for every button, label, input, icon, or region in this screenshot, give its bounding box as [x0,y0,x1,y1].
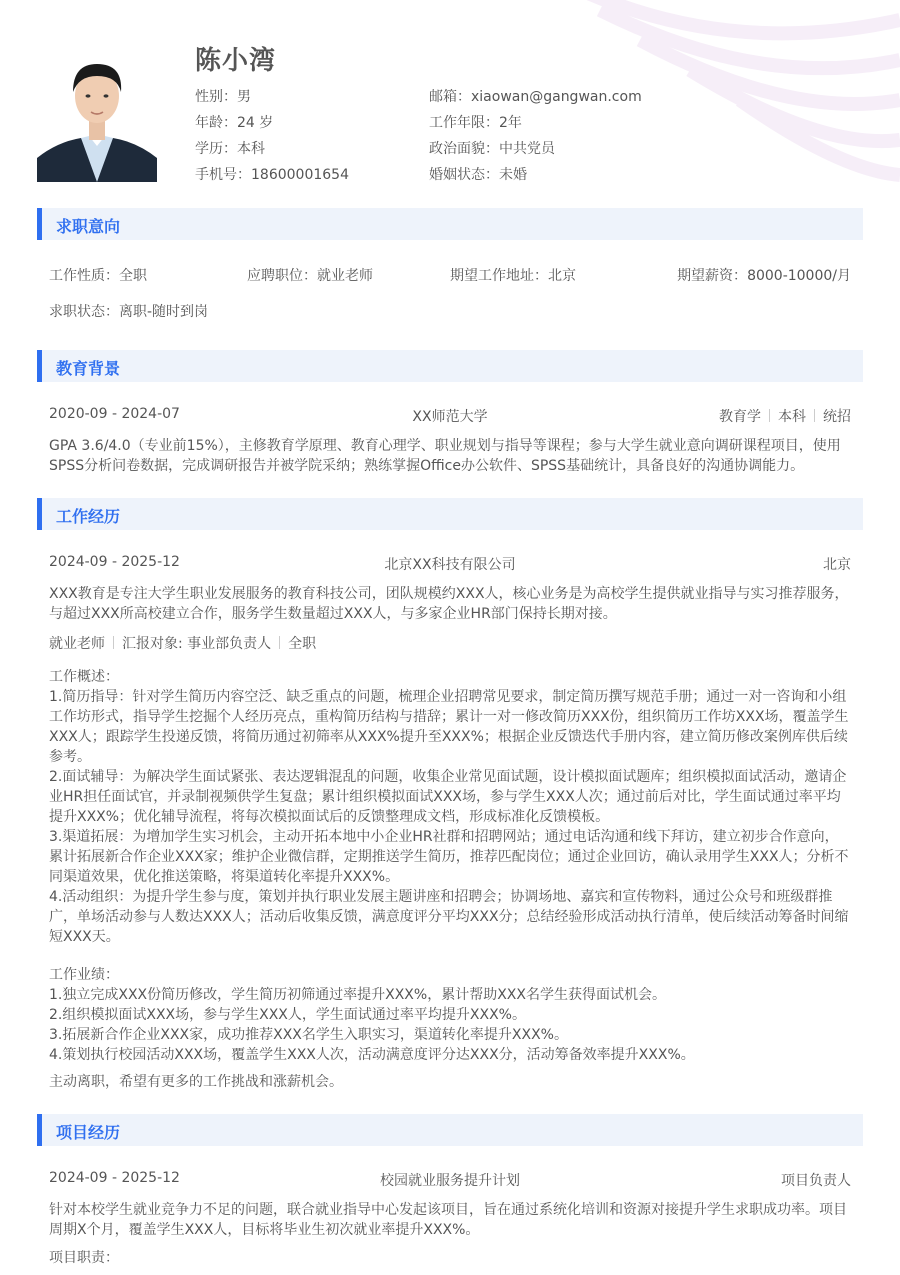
politics-label: 政治面貌： [429,141,499,157]
work-section-title [37,498,863,530]
phone-field [195,164,349,184]
intent-section-title [37,208,863,240]
divider [113,636,114,649]
divider [769,409,770,422]
marital-label: 婚姻状态： [429,167,499,183]
age-label: 年龄： [195,115,237,131]
location-label: 期望工作地址： [450,268,548,284]
position-label: 应聘职位： [247,268,317,284]
location-field [450,265,576,285]
politics-field [429,138,555,158]
position-field [247,265,373,285]
performance-item: 4.策划执行校园活动XXX场，覆盖学生XXX人次，活动满意度评分达XXX分，活动筹备效率提升XXX%。 [49,1047,695,1063]
work-overview [49,667,851,947]
divider [814,409,815,422]
years-value: 2年 [499,115,522,131]
email-field [429,86,642,106]
divider [279,636,280,649]
work-city: 北京 [823,557,851,573]
education-field [195,138,265,158]
location-value: 北京 [548,268,576,284]
job-type-label: 工作性质： [49,268,119,284]
marital-field [429,164,527,184]
company-intro: XXX教育是专注大学生职业发展服务的教育科技公司，团队规模约XXX人，核心业务是为高校学生提供就业指导与实习推荐服务，与超过XXX所高校建立合作，服务学生数量超过XXX人，与多家企业HR部门保持长期对接。 [49,586,849,622]
candidate-name: 陈小湾 [195,46,277,76]
performance-item: 2.组织模拟面试XXX场，参与学生XXX人，学生面试通过率平均提升XXX%。 [49,1007,526,1023]
education-date: 2020-09 - 2024-07 [49,406,180,422]
age-value: 24 岁 [237,115,274,131]
project-role: 项目负责人 [781,1173,851,1189]
project-title-text: 项目经历 [56,1123,121,1142]
education-section-title [37,350,863,382]
years-field [429,112,522,132]
job-type-value: 全职 [119,268,147,284]
salary-value: 8000-10000/月 [747,268,851,284]
work-title-text: 工作经历 [56,507,121,526]
resume-header [0,0,900,200]
phone-label: 手机号： [195,167,251,183]
email-label: 邮箱： [429,89,471,105]
project-name: 校园就业服务提升计划 [380,1173,520,1189]
performance-title: 工作业绩： [49,967,119,983]
email-value[interactable]: xiaowan@gangwan.com [471,89,642,105]
education-school: XX师范大学 [412,409,488,425]
intent-title-text: 求职意向 [56,217,121,236]
job-type-field [49,265,147,285]
marital-value: 未婚 [499,167,527,183]
work-company: 北京XX科技有限公司 [384,557,516,573]
work-jobtype: 全职 [288,636,317,652]
edu-label: 学历： [195,141,237,157]
project-date: 2024-09 - 2025-12 [49,1170,180,1186]
overview-item: 4.活动组织：为提升学生参与度，策划并执行职业发展主题讲座和招聘会；协调场地、嘉宾和宣传物料，通过公众号和班级群推广，单场活动参与人数达XXX人；活动后收集反馈，满意度评分平均XXX分；总结经验形成活动执行清单，使后续活动筹备时间缩短XXX天。 [49,889,849,945]
work-role-row [49,633,851,653]
edu-value: 本科 [237,141,265,157]
education-header-row [49,406,851,426]
project-duty-title: 项目职责： [49,1250,119,1266]
politics-value: 中共党员 [499,141,555,157]
overview-item: 2.面试辅导：为解决学生面试紧张、表达逻辑混乱的问题，收集企业常见面试题，设计模拟面试题库；组织模拟面试活动，邀请企业HR担任面试官，并录制视频供学生复盘；累计组织模拟面试XXX场，参与学生XXX人次；通过前后对比，学生面试通过率平均提升XXX%；优化辅导流程，将每次模拟面试后的反馈整理成文档，形成标准化反馈模板。 [49,769,847,825]
leave-reason: 主动离职，希望有更多的工作挑战和涨薪机会。 [49,1074,343,1090]
work-performance [49,965,851,1065]
gender-field [195,86,251,106]
intent-row-2 [49,301,851,321]
salary-field [677,265,851,285]
project-description: 针对本校学生就业竞争力不足的问题，联合就业指导中心发起该项目，旨在通过系统化培训和资源对接提升学生求职成功率。项目周期X个月，覆盖学生XXX人，目标将毕业生初次就业率提升XXX%。 [49,1202,847,1238]
status-label: 求职状态： [49,304,119,320]
work-date: 2024-09 - 2025-12 [49,554,180,570]
overview-item: 3.渠道拓展：为增加学生实习机会，主动开拓本地中小企业HR社群和招聘网站；通过电话沟通和线下拜访，建立初步合作意向，累计拓展新合作企业XXX家；维护企业微信群，定期推送学生简历，推荐匹配岗位；通过企业回访，确认录用学生XXX人；分析不同渠道效果，优化推送策略，将渠道转化率提升XXX%。 [49,829,849,885]
phone-value[interactable]: 18600001654 [251,167,349,183]
work-report: 汇报对象: 事业部负责人 [122,636,272,652]
gender-value: 男 [237,89,251,105]
education-degree: 本科 [778,409,806,425]
status-value: 离职-随时到岗 [119,304,209,320]
overview-title: 工作概述： [49,669,119,685]
education-description: GPA 3.6/4.0（专业前15%），主修教育学原理、教育心理学、职业规划与指导等课程；参与大学生就业意向调研课程项目，使用SPSS分析问卷数据，完成调研报告并被学院采纳；熟练掌握Office办公软件、SPSS基础统计，具备良好的沟通协调能力。 [49,438,841,474]
project-header-row [49,1170,851,1190]
project-section-title [37,1114,863,1146]
work-role: 就业老师 [49,636,105,652]
education-mode: 统招 [823,409,851,425]
age-field [195,112,273,132]
overview-item: 1.简历指导：针对学生简历内容空泛、缺乏重点的问题，梳理企业招聘常见要求，制定简历撰写规范手册；通过一对一咨询和小组工作坊形式，指导学生挖掘个人经历亮点，重构简历结构与措辞；累计一对一修改简历XXX份，组织简历工作坊XXX场，覆盖学生XXX人；跟踪学生投递反馈，将简历通过初筛率从XXX%提升至XXX%；根据企业反馈迭代手册内容，建立简历修改案例库供后续参考。 [49,689,849,765]
education-title-text: 教育背景 [56,359,121,378]
work-header-row [49,554,851,574]
years-label: 工作年限： [429,115,499,131]
education-tags [719,406,851,426]
performance-item: 3.拓展新合作企业XXX家，成功推荐XXX名学生入职实习，渠道转化率提升XXX%。 [49,1027,568,1043]
position-value: 就业老师 [317,268,373,284]
profile-photo [37,46,157,182]
performance-item: 1.独立完成XXX份简历修改，学生简历初筛通过率提升XXX%，累计帮助XXX名学生获得面试机会。 [49,987,666,1003]
salary-label: 期望薪资： [677,268,748,284]
gender-label: 性别： [195,89,237,105]
education-major: 教育学 [719,409,761,425]
